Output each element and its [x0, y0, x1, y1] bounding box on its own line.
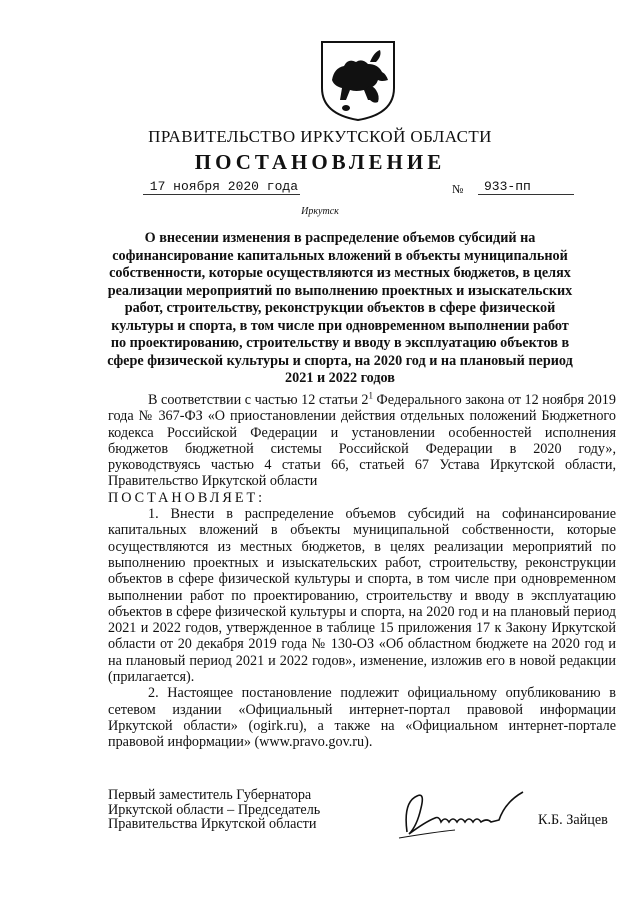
signatory-name: К.Б. Зайцев	[538, 812, 608, 828]
item-1: 1. Внести в распределение объемов субсидий на софинансирование капитальных вложений в объекты муниципальной собственности, которые осуществляются из местных бюджетов, в целях реализации мероприятий по выполнению проектных и изыскательских работ, строительству, реконструкции объектов в сфере физической культуры и спорта, в том числе при одновременном выполнении работ по проектированию, строительству и вводу в эксплуатацию объектов в сфере физической культуры и спорта, на 2020 год и на плановый период 2021 и 2022 годов, утвержденное в таблице 15 приложения 17 к Закону Иркутской области от 20 декабря 2019 года № 130-ОЗ «Об областном бюджете на 2020 год и на плановый период 2021 и 2022 годов», изменение, изложив его в новой редакции (прилагается).	[108, 506, 616, 686]
document-type: ПОСТАНОВЛЕНИЕ	[194, 150, 446, 174]
position-line-2: Иркутской области – Председатель	[108, 801, 321, 818]
intro-superscript: 1	[368, 390, 373, 401]
position-line-1: Первый заместитель Губернатора	[108, 787, 312, 803]
document-number: 933-пп	[478, 179, 574, 195]
intro-paragraph	[108, 392, 616, 490]
document-date: 17 ноября 2020 года	[143, 179, 300, 195]
government-name: ПРАВИТЕЛЬСТВО ИРКУТСКОЙ ОБЛАСТИ	[148, 127, 492, 146]
city: Иркутск	[301, 206, 339, 217]
number-label: №	[452, 182, 464, 196]
position-line-3: Правительства Иркутской области	[108, 816, 317, 832]
item-2: 2. Настоящее постановление подлежит официальному опубликованию в сетевом издании «Официальный интернет-портал правовой информации Иркутской области» (ogirk.ru), а также на «Официальном интернет-портале правовой информации» (www.pravo.gov.ru).	[108, 685, 616, 751]
intro-text-a: В соответствии с частью 12 статьи 2	[148, 392, 369, 408]
resolves-heading: ПОСТАНОВЛЯЕТ:	[108, 489, 266, 506]
document-title: О внесении изменения в распределение объемов субсидий на софинансирование капитальных вложений в объекты муниципальной собственности, которые осуществляются из местных бюджетов, в целях реализации мероприятий по выполнению проектных и изыскательских работ, строительству, реконструкции объектов в сфере физической культуры и спорта, в том числе при одновременном выполнении работ по проектированию, строительству и вводу в эксплуатацию объектов в сфере физической культуры и спорта, на 2020 год и на плановый период 2021 и 2022 годов	[107, 230, 573, 386]
document-body	[108, 392, 616, 751]
coat-of-arms-icon	[318, 40, 398, 122]
signatory-position	[108, 788, 320, 832]
handwritten-signature	[395, 782, 535, 842]
intro-text-b: Федерального закона от 12 ноября 2019 года № 367-ФЗ «О приостановлении действия отдельных положений Бюджетного кодекса Российской Федерации и установлении особенностей исполнения бюджетов бюджетной системы Российской Федерации в 2020 году», руководствуясь частью 4 статьи 66, статьей 67 Устава Иркутской области, Правительство Иркутской области	[108, 392, 616, 490]
